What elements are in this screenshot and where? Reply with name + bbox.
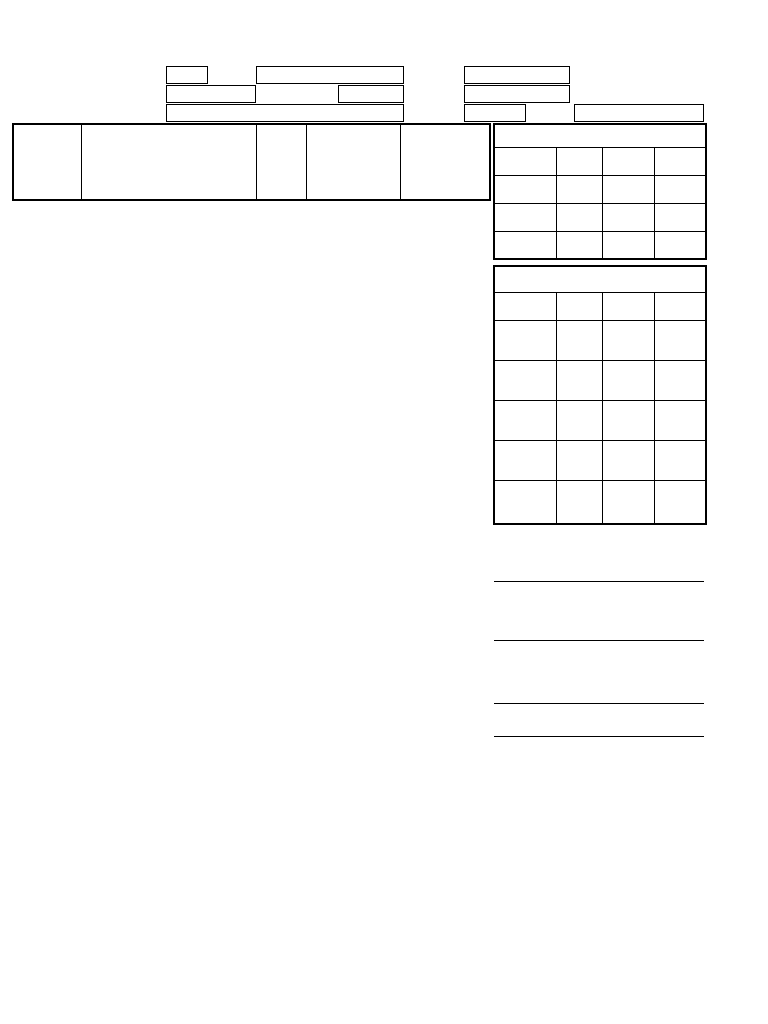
- progress-male: [556, 480, 602, 524]
- summary-h-status: [494, 147, 556, 175]
- summary-h-male: [556, 147, 602, 175]
- generated-line: [494, 736, 704, 737]
- region-label: [96, 66, 160, 84]
- summary-status: [494, 231, 556, 259]
- district-value: [464, 66, 570, 84]
- progress-male: [556, 440, 602, 480]
- grade-level-value: [464, 104, 526, 122]
- summary-female: [602, 175, 654, 203]
- col-name: [81, 124, 256, 200]
- adviser-name: [494, 578, 704, 582]
- head-name: [494, 637, 704, 641]
- summary-total: [654, 203, 706, 231]
- summary-h-female: [602, 147, 654, 175]
- school-year-value: [338, 85, 404, 103]
- col-avg: [256, 124, 306, 200]
- progress-female: [602, 320, 654, 360]
- curriculum-label: [404, 85, 460, 103]
- division-value: [256, 66, 404, 84]
- progress-total: [654, 320, 706, 360]
- progress-desc: [494, 440, 556, 480]
- summary-female: [602, 203, 654, 231]
- summary-title: [494, 124, 706, 147]
- section-value: [574, 104, 704, 122]
- col-action: [306, 124, 400, 200]
- school-name-label: [96, 104, 160, 122]
- division-label: [212, 66, 256, 84]
- progress-desc: [494, 320, 556, 360]
- progress-desc: [494, 360, 556, 400]
- curriculum-value: [464, 85, 570, 103]
- progress-male: [556, 360, 602, 400]
- progress-female: [602, 360, 654, 400]
- progress-total: [654, 400, 706, 440]
- summary-status: [494, 203, 556, 231]
- school-id-value: [166, 85, 256, 103]
- summary-male: [556, 175, 602, 203]
- col-notmet: [400, 124, 490, 200]
- progress-male: [556, 320, 602, 360]
- progress-total: [654, 440, 706, 480]
- col-lrn: [13, 124, 81, 200]
- progress-h-total: [654, 292, 706, 320]
- summary-total: [654, 175, 706, 203]
- section-label: [526, 104, 574, 122]
- progress-male: [556, 400, 602, 440]
- progress-h-male: [556, 292, 602, 320]
- progress-total: [654, 480, 706, 524]
- progress-table: [493, 265, 707, 525]
- reviewer-line: [494, 703, 704, 704]
- summary-total: [654, 231, 706, 259]
- summary-status: [494, 175, 556, 203]
- summary-male: [556, 203, 602, 231]
- progress-desc: [494, 400, 556, 440]
- summary-male: [556, 231, 602, 259]
- progress-total: [654, 360, 706, 400]
- summary-h-total: [654, 147, 706, 175]
- region-value: [166, 66, 208, 84]
- school-year-label: [256, 85, 334, 103]
- district-label: [404, 66, 460, 84]
- learners-table-top: [12, 123, 491, 201]
- summary-table: [493, 123, 707, 260]
- school-id-label: [96, 85, 160, 103]
- progress-desc: [494, 480, 556, 524]
- progress-title: [494, 266, 706, 292]
- progress-h-desc: [494, 292, 556, 320]
- progress-female: [602, 480, 654, 524]
- progress-female: [602, 400, 654, 440]
- progress-h-female: [602, 292, 654, 320]
- school-name-value: [166, 104, 404, 122]
- grade-level-label: [404, 104, 460, 122]
- progress-female: [602, 440, 654, 480]
- summary-female: [602, 231, 654, 259]
